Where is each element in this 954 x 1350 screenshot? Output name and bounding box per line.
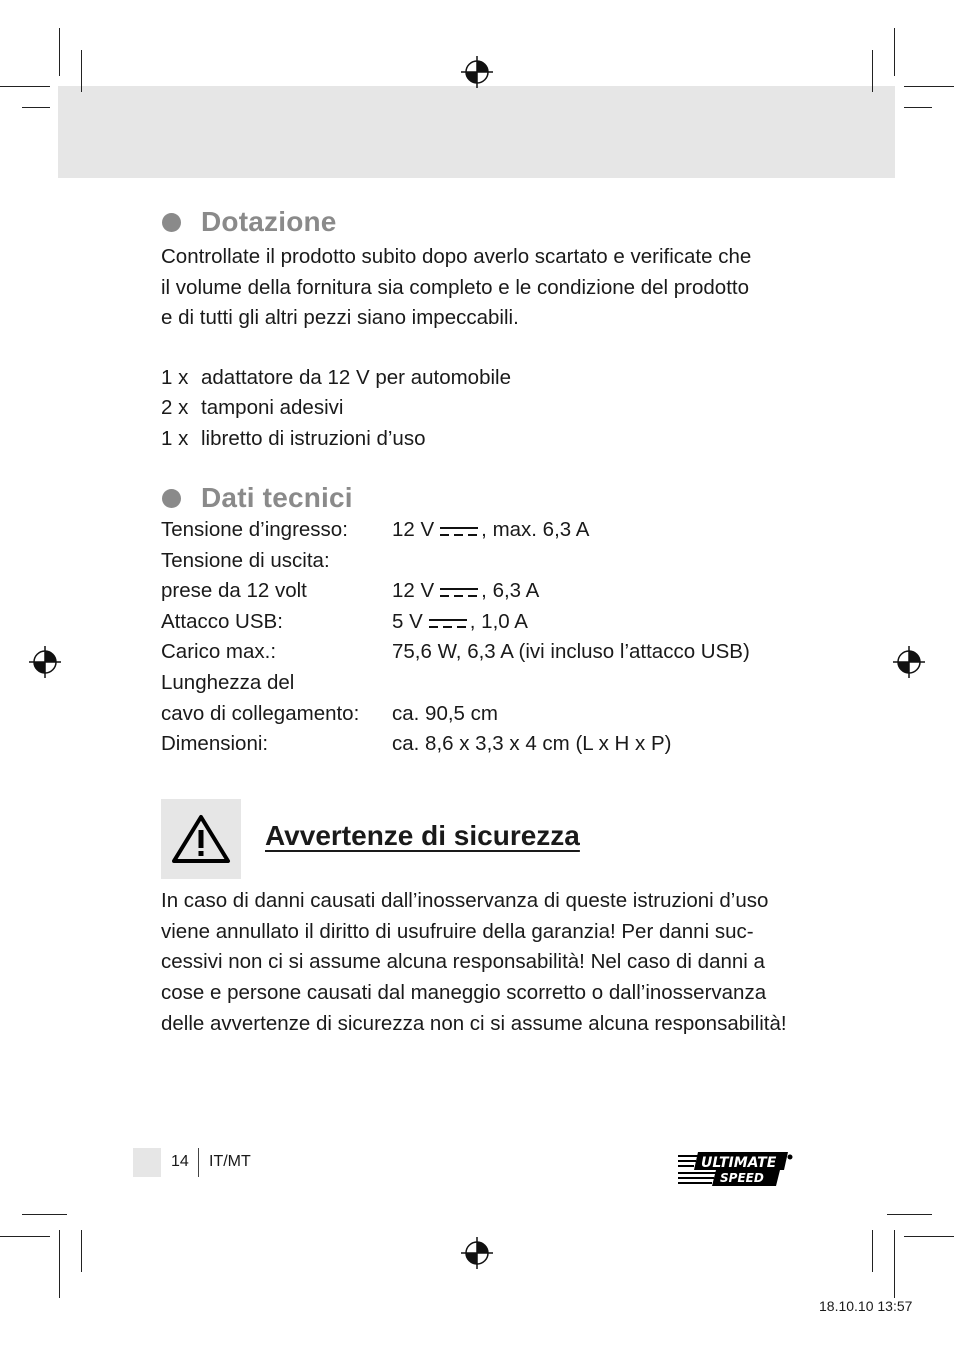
locale-code: IT/MT [209, 1153, 251, 1170]
spec-value-main: 5 V [392, 609, 423, 633]
section-heading-dotazione [162, 206, 337, 238]
section-heading-dati-tecnici [162, 482, 353, 514]
registration-mark-icon [461, 56, 493, 88]
item-quantity: 1 x [161, 427, 189, 450]
text-line: delle avvertenze di sicurezza non ci si assume alcuna responsabilità! [161, 1011, 787, 1035]
spec-value-main: 12 V [392, 579, 435, 603]
text-line: cose e persone causati dal maneggio scorretto o dall’inosservanza [161, 981, 767, 1005]
spec-label: cavo di collegamento: [161, 701, 360, 725]
list-item [161, 366, 511, 396]
spec-value-main: ca. 90,5 cm [392, 701, 498, 725]
text-line: viene annullato il diritto di usufruire della garanzia! Per danni suc- [161, 919, 754, 943]
item-description: libretto di istruzioni d’uso [201, 427, 426, 450]
spec-value-main: 75,6 W, 6,3 A (ivi incluso l’attacco USB) [392, 640, 750, 664]
list-item [161, 396, 343, 426]
spec-value [392, 702, 498, 726]
spec-label: Carico max.: [161, 640, 277, 664]
header-band [58, 86, 895, 178]
list-item [161, 427, 425, 457]
registration-mark-icon [893, 646, 925, 678]
spec-value-main: ca. 8,6 x 3,3 x 4 cm (L x H x P) [392, 732, 672, 756]
section-title: Dati tecnici [201, 482, 353, 513]
dc-current-icon [440, 586, 478, 598]
spec-value-main: 12 V [392, 518, 435, 541]
svg-text:SPEED: SPEED [720, 1171, 764, 1185]
spec-value-suffix: , 6,3 A [481, 579, 540, 603]
spec-label: prese da 12 volt [161, 579, 307, 603]
bullet-icon [162, 489, 181, 508]
bullet-icon [162, 213, 181, 232]
spec-label: Tensione d’ingresso: [161, 518, 348, 541]
item-quantity: 2 x [161, 396, 189, 419]
text-line: e di tutti gli altri pezzi siano impeccabili. [161, 306, 519, 330]
spec-value-suffix: , 1,0 A [469, 609, 528, 633]
spec-value [392, 579, 539, 603]
spec-label: Dimensioni: [161, 732, 269, 756]
spec-label: Lunghezza del [161, 671, 295, 694]
section-title-avvertenze: Avvertenze di sicurezza [265, 820, 580, 851]
registration-mark-icon [461, 1237, 493, 1269]
page-number: 14 [171, 1153, 189, 1170]
warning-triangle-icon [171, 814, 231, 864]
item-description: adattatore da 12 V per automobile [201, 366, 511, 389]
dc-current-icon [429, 617, 467, 629]
footer-divider [198, 1148, 199, 1177]
spec-value [392, 732, 672, 756]
item-quantity: 1 x [161, 366, 189, 389]
avvertenze-body [161, 886, 801, 1040]
brand-logo [676, 1150, 794, 1193]
svg-text:ULTIMATE: ULTIMATE [701, 1155, 777, 1171]
section-title: Dotazione [201, 206, 337, 237]
spec-value [392, 518, 589, 542]
print-stamp: 18.10.10 13:57 [819, 1298, 913, 1314]
warning-box [161, 799, 241, 879]
text-line: il volume della fornitura sia completo e le condizione del prodotto [161, 275, 750, 299]
text-line: Controllate il prodotto subito dopo averlo scartato e verificate che [161, 245, 752, 268]
spec-label: Tensione di uscita: [161, 548, 330, 572]
footer-tab [133, 1148, 161, 1177]
dc-current-icon [440, 525, 478, 537]
item-description: tamponi adesivi [201, 396, 344, 419]
registration-mark-icon [29, 646, 61, 678]
spec-value [392, 640, 750, 664]
spec-value-suffix: , max. 6,3 A [481, 518, 590, 541]
spec-label: Attacco USB: [161, 609, 283, 633]
dotazione-intro [161, 242, 801, 334]
spec-value [392, 610, 528, 634]
text-line: In caso di danni causati dall’inosservanza di queste istruzioni d’uso [161, 889, 769, 912]
text-line: cessivi non ci si assume alcuna responsabilità! Nel caso di danni a [161, 950, 765, 974]
